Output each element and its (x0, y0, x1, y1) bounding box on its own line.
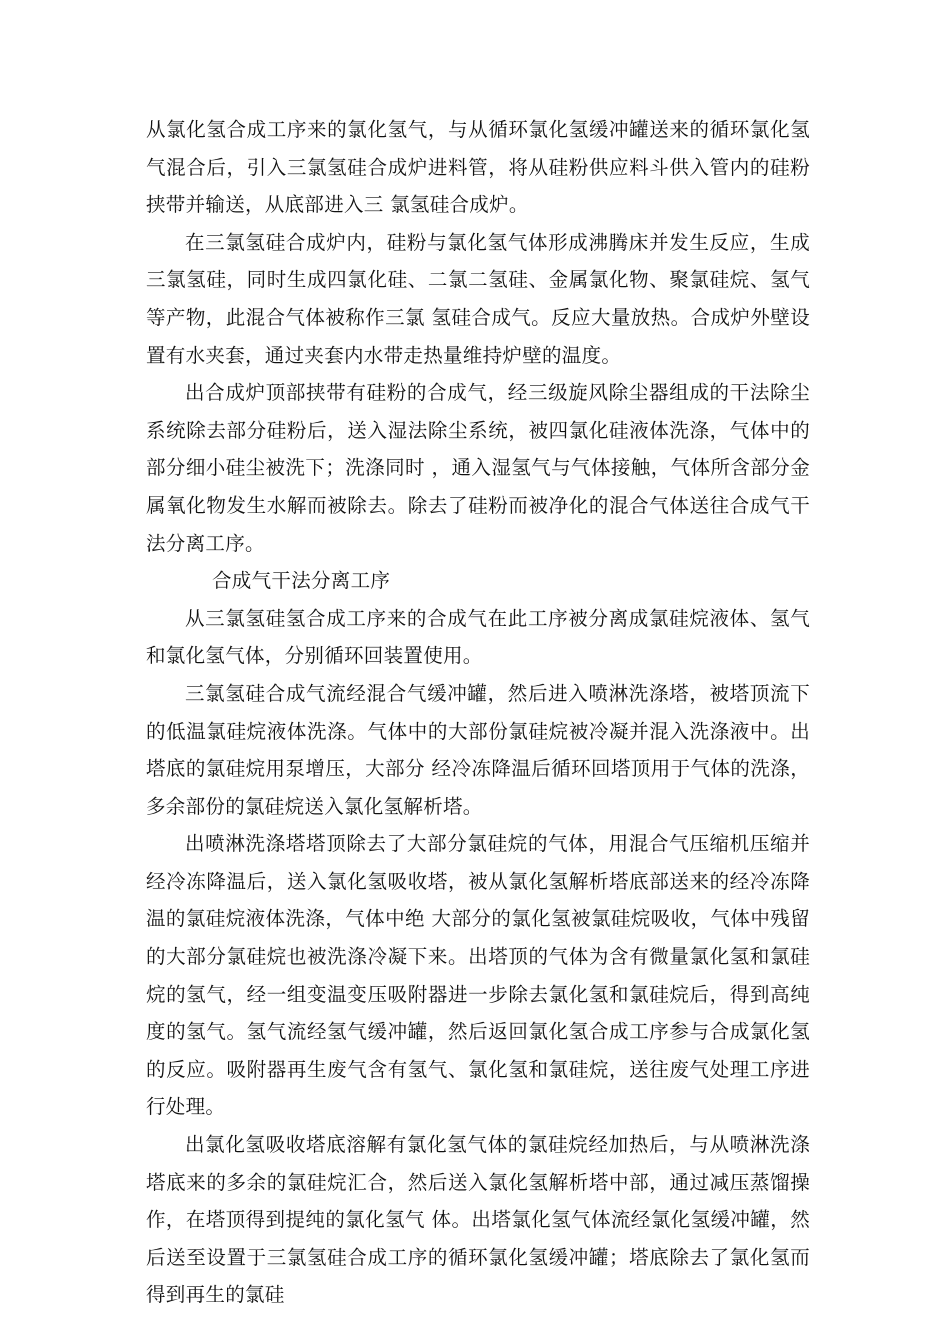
section-heading: 合成气干法分离工序 (212, 569, 391, 593)
paragraph-7: 出氯化氢吸收塔底溶解有氯化氢气体的氯硅烷经加热后，与从喷淋洗涤塔底来的多余的氯硅烷汇合，然后送入氯化氢解析塔中部，通过减压蒸馏操作，在塔顶得到提纯的氯化氢气 体。出塔氯化氢气体流经氯化氢缓冲罐，然后送至设置于三氯氢硅合成工序的循环氯化氢缓冲罐；塔底除去了氯化氢而得到再生的氯硅 (146, 1133, 810, 1307)
paragraph-1: 从氯化氢合成工序来的氯化氢气，与从循环氯化氢缓冲罐送来的循环氯化氢气混合后，引入三氯氢硅合成炉进料管，将从硅粉供应料斗供入管内的硅粉挟带并输送，从底部进入三 氯氢硅合成炉。 (146, 118, 810, 217)
paragraph-3: 出合成炉顶部挟带有硅粉的合成气，经三级旋风除尘器组成的干法除尘系统除去部分硅粉后，送入湿法除尘系统，被四氯化硅液体洗涤，气体中的部分细小硅尘被洗下；洗涤同时 ，通入湿氢气与气体接触，气体所含部分金属氧化物发生水解而被除去。除去了硅粉而被净化的混合气体送往合成气干法分离工序。 (146, 381, 810, 555)
paragraph-2: 在三氯氢硅合成炉内，硅粉与氯化氢气体形成沸腾床并发生反应，生成三氯氢硅，同时生成四氯化硅、二氯二氢硅、金属氯化物、聚氯硅烷、氢气等产物，此混合气体被称作三氯 氢硅合成气。反应大量放热。合成炉外壁设置有水夹套，通过夹套内水带走热量维持炉壁的温度。 (146, 230, 810, 367)
paragraph-4: 从三氯氢硅氢合成工序来的合成气在此工序被分离成氯硅烷液体、氢气和氯化氢气体，分别循环回装置使用。 (146, 606, 810, 668)
paragraph-6: 出喷淋洗涤塔塔顶除去了大部分氯硅烷的气体，用混合气压缩机压缩并经冷冻降温后，送入氯化氢吸收塔，被从氯化氢解析塔底部送来的经冷冻降温的氯硅烷液体洗涤，气体中绝 大部分的氯化氢被氯硅烷吸收，气体中残留的大部分氯硅烷也被洗涤冷凝下来。出塔顶的气体为含有微量氯化氢和氯硅烷的氢气，经一组变温变压吸附器进一步除去氯化氢和氯硅烷后，得到高纯度的氢气。氢气流经氢气缓冲罐，然后返回氯化氢合成工序参与合成氯化氢的反应。吸附器再生废气含有氢气、氯化氢和氯硅烷，送往废气处理工序进行处理。 (146, 832, 810, 1119)
document-body (146, 111, 810, 1314)
paragraph-5: 三氯氢硅合成气流经混合气缓冲罐，然后进入喷淋洗涤塔，被塔顶流下的低温氯硅烷液体洗涤。气体中的大部份氯硅烷被冷凝并混入洗涤液中。出塔底的氯硅烷用泵增压，大部分 经冷冻降温后循环回塔顶用于气体的洗涤，多余部份的氯硅烷送入氯化氢解析塔。 (146, 681, 810, 818)
